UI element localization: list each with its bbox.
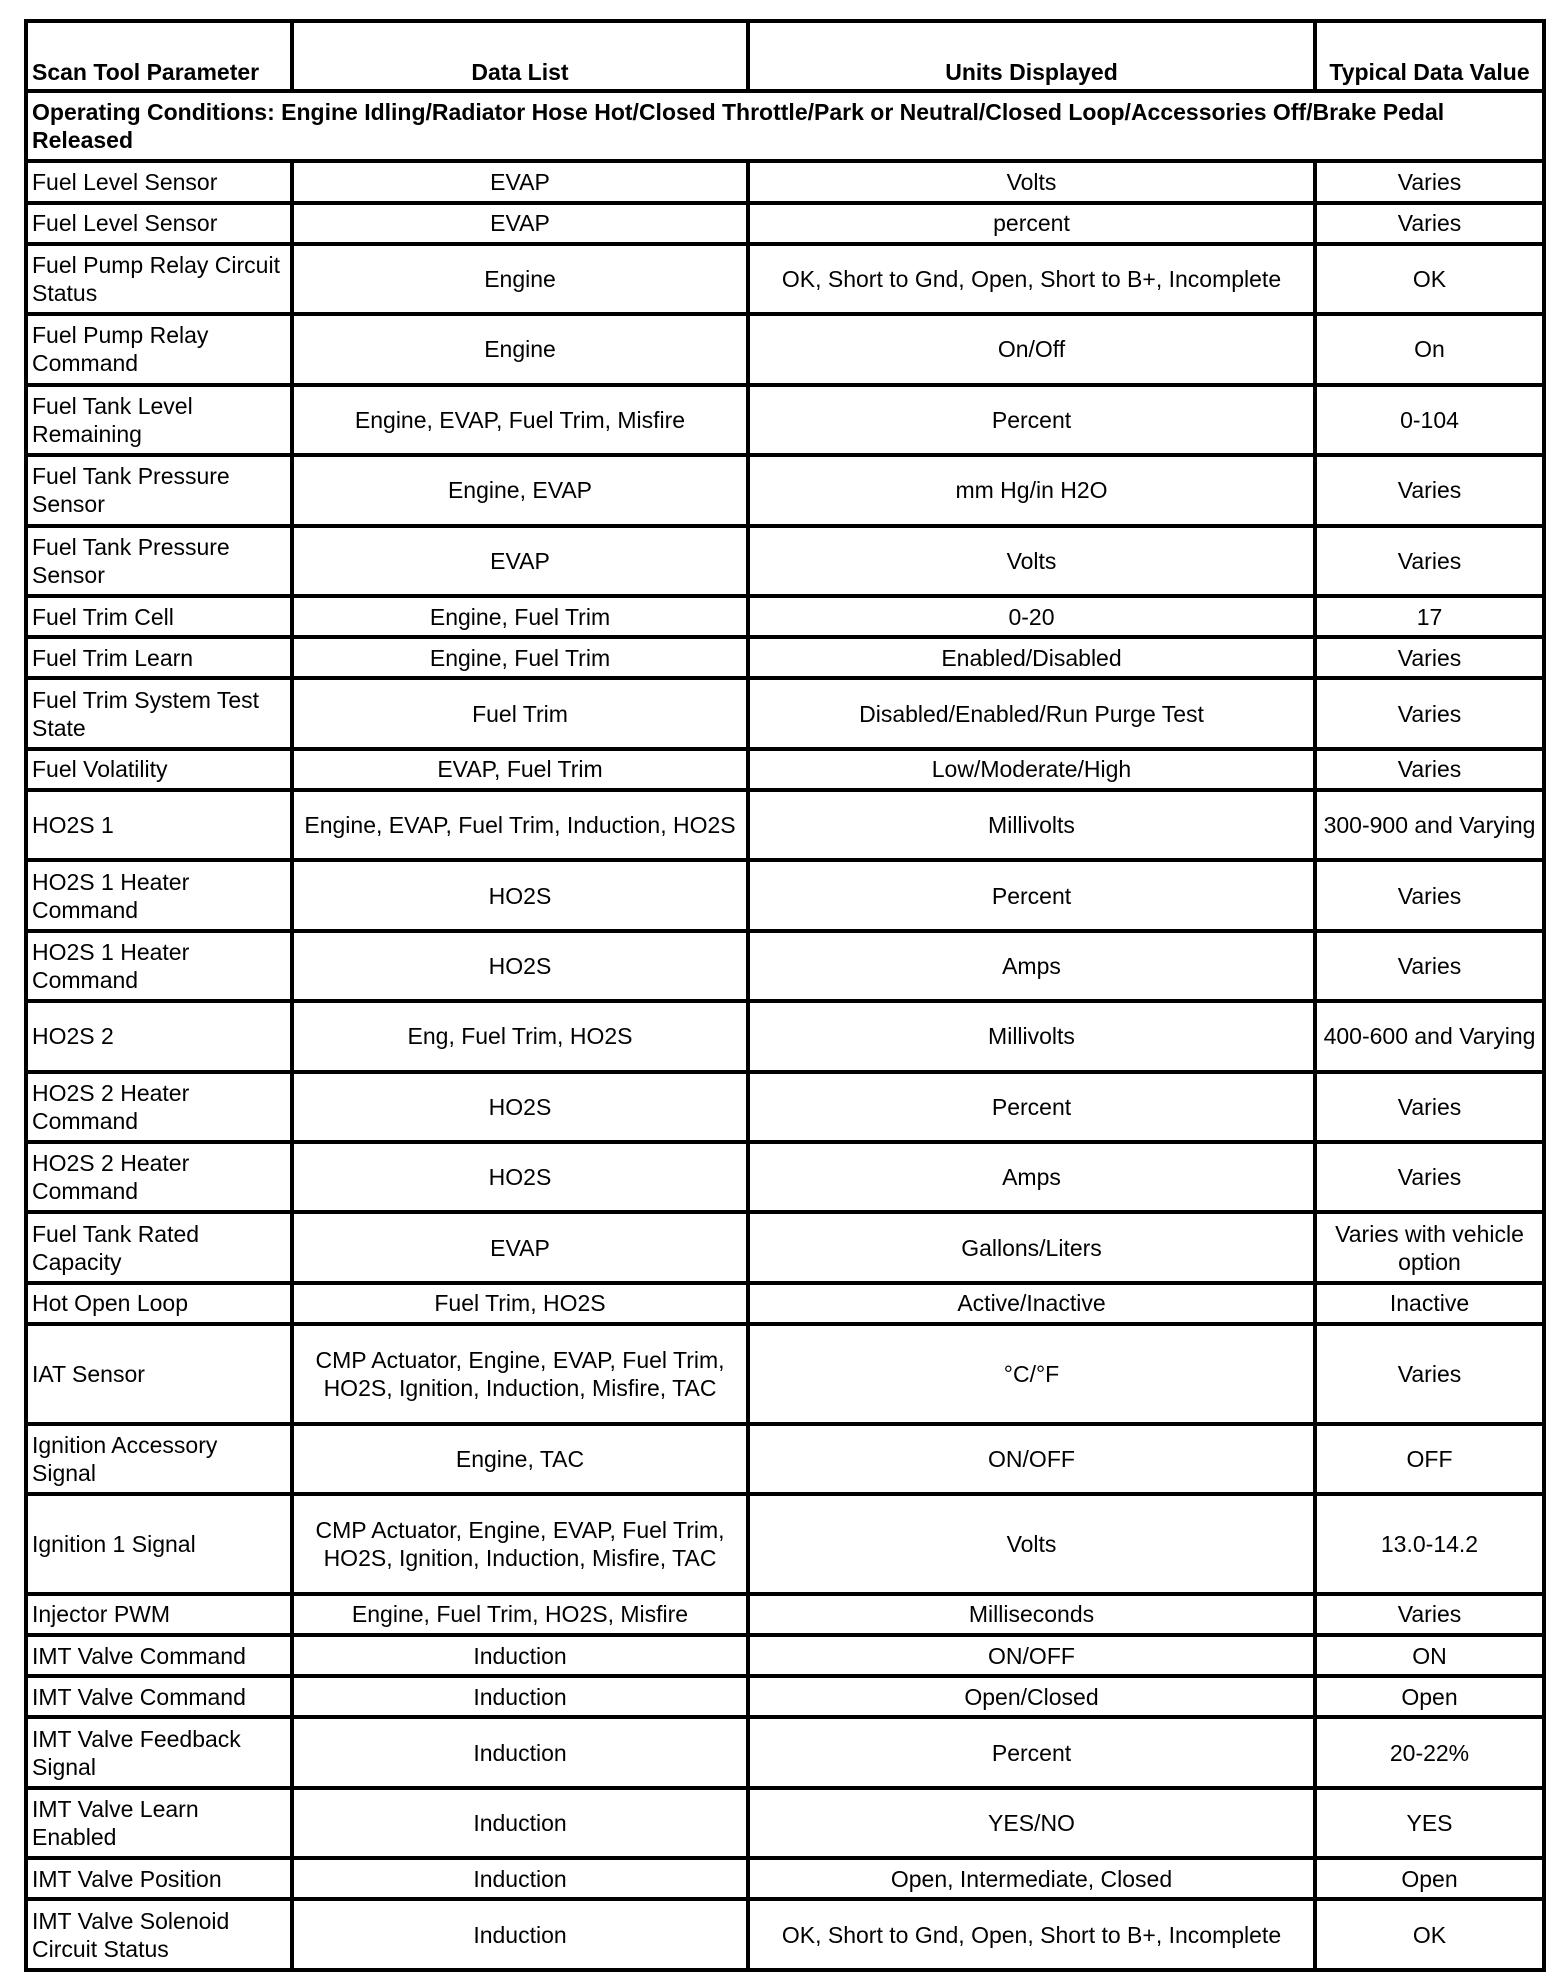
cell-typical-value: 13.0-14.2 [1315,1494,1544,1594]
cell-units: Amps [748,1142,1315,1212]
table-row [26,203,1544,244]
cell-parameter: Ignition Accessory Signal [26,1424,292,1494]
table-row [26,596,1544,637]
cell-data-list: EVAP, Fuel Trim [292,749,748,790]
table-row [26,455,1544,525]
cell-parameter: Fuel Trim Cell [26,596,292,637]
cell-data-list: HO2S [292,1142,748,1212]
table-row [26,1001,1544,1071]
cell-units: Disabled/Enabled/Run Purge Test [748,678,1315,748]
header-data-list: Data List [292,21,748,91]
cell-data-list: CMP Actuator, Engine, EVAP, Fuel Trim, HO2S, Ignition, Induction, Misfire, TAC [292,1324,748,1424]
cell-units: Millivolts [748,1001,1315,1071]
cell-data-list: Engine [292,244,748,314]
cell-units: Enabled/Disabled [748,637,1315,678]
table-row [26,1635,1544,1676]
table-row [26,385,1544,455]
cell-typical-value: Varies [1315,203,1544,244]
cell-units: ON/OFF [748,1635,1315,1676]
cell-typical-value: 0-104 [1315,385,1544,455]
table-row [26,1424,1544,1494]
header-typical-data-value: Typical Data Value [1315,21,1544,91]
cell-data-list: Engine, Fuel Trim, HO2S, Misfire [292,1594,748,1635]
cell-typical-value: Varies [1315,1142,1544,1212]
cell-units: OK, Short to Gnd, Open, Short to B+, Incomplete [748,244,1315,314]
table-row [26,526,1544,596]
cell-typical-value: Varies [1315,1072,1544,1142]
cell-data-list: Engine, Fuel Trim [292,596,748,637]
cell-data-list: Fuel Trim, HO2S [292,1283,748,1324]
table-row [26,1072,1544,1142]
cell-parameter: IMT Valve Position [26,1858,292,1899]
cell-units: Percent [748,1717,1315,1787]
cell-typical-value: Varies [1315,860,1544,930]
cell-parameter: IMT Valve Learn Enabled [26,1788,292,1858]
table-row [26,860,1544,930]
cell-parameter: IMT Valve Command [26,1676,292,1717]
table-row [26,1717,1544,1787]
cell-parameter: HO2S 2 Heater Command [26,1072,292,1142]
cell-units: mm Hg/in H2O [748,455,1315,525]
table-row [26,1324,1544,1424]
cell-parameter: Hot Open Loop [26,1283,292,1324]
table-row [26,790,1544,860]
cell-units: Open/Closed [748,1676,1315,1717]
cell-units: Volts [748,1494,1315,1594]
table-row [26,1283,1544,1324]
table-row [26,1594,1544,1635]
cell-data-list: Engine [292,314,748,384]
cell-units: Percent [748,860,1315,930]
table-row [26,1858,1544,1899]
cell-data-list: Induction [292,1635,748,1676]
cell-parameter: HO2S 1 Heater Command [26,931,292,1001]
cell-data-list: EVAP [292,526,748,596]
cell-units: Volts [748,526,1315,596]
cell-parameter: HO2S 1 [26,790,292,860]
cell-typical-value: 17 [1315,596,1544,637]
cell-units: Gallons/Liters [748,1212,1315,1282]
cell-parameter: Fuel Pump Relay Circuit Status [26,244,292,314]
cell-units: °C/°F [748,1324,1315,1424]
cell-data-list: HO2S [292,1072,748,1142]
table-row [26,1676,1544,1717]
cell-typical-value: Varies [1315,161,1544,202]
cell-data-list: EVAP [292,203,748,244]
cell-data-list: Fuel Trim [292,678,748,748]
cell-units: Open, Intermediate, Closed [748,1858,1315,1899]
table-row [26,678,1544,748]
cell-typical-value: YES [1315,1788,1544,1858]
cell-parameter: Injector PWM [26,1594,292,1635]
header-row [26,21,1544,91]
cell-parameter: HO2S 1 Heater Command [26,860,292,930]
cell-parameter: Ignition 1 Signal [26,1494,292,1594]
cell-units: Percent [748,1072,1315,1142]
scan-tool-data-table [24,19,1546,1972]
cell-data-list: Engine, EVAP, Fuel Trim, Misfire [292,385,748,455]
cell-data-list: CMP Actuator, Engine, EVAP, Fuel Trim, HO2S, Ignition, Induction, Misfire, TAC [292,1494,748,1594]
cell-parameter: IAT Sensor [26,1324,292,1424]
cell-units: Millivolts [748,790,1315,860]
cell-typical-value: OK [1315,244,1544,314]
cell-units: Active/Inactive [748,1283,1315,1324]
cell-parameter: Fuel Pump Relay Command [26,314,292,384]
cell-units: Percent [748,385,1315,455]
cell-data-list: Engine, Fuel Trim [292,637,748,678]
cell-units: percent [748,203,1315,244]
cell-parameter: Fuel Tank Rated Capacity [26,1212,292,1282]
cell-parameter: Fuel Trim System Test State [26,678,292,748]
cell-parameter: HO2S 2 [26,1001,292,1071]
cell-typical-value: Varies [1315,455,1544,525]
cell-parameter: Fuel Trim Learn [26,637,292,678]
cell-typical-value: ON [1315,1635,1544,1676]
cell-typical-value: Varies [1315,678,1544,748]
cell-data-list: Engine, EVAP [292,455,748,525]
cell-parameter: IMT Valve Feedback Signal [26,1717,292,1787]
cell-parameter: IMT Valve Solenoid Circuit Status [26,1899,292,1970]
cell-parameter: IMT Valve Command [26,1635,292,1676]
cell-typical-value: 400-600 and Varying [1315,1001,1544,1071]
cell-parameter: Fuel Tank Pressure Sensor [26,455,292,525]
cell-data-list: EVAP [292,161,748,202]
cell-units: Volts [748,161,1315,202]
cell-units: ON/OFF [748,1424,1315,1494]
cell-typical-value: Varies [1315,749,1544,790]
table-row [26,1494,1544,1594]
cell-parameter: Fuel Tank Level Remaining [26,385,292,455]
cell-units: 0-20 [748,596,1315,637]
cell-data-list: Engine, TAC [292,1424,748,1494]
cell-typical-value: On [1315,314,1544,384]
table-row [26,1212,1544,1282]
cell-parameter: Fuel Volatility [26,749,292,790]
operating-conditions: Operating Conditions: Engine Idling/Radiator Hose Hot/Closed Throttle/Park or Neutral/Closed Loop/Accessories Off/Brake Pedal Released [26,91,1544,161]
table-row [26,161,1544,202]
cell-data-list: Induction [292,1788,748,1858]
cell-units: On/Off [748,314,1315,384]
cell-data-list: Eng, Fuel Trim, HO2S [292,1001,748,1071]
cell-units: YES/NO [748,1788,1315,1858]
cell-typical-value: Varies [1315,526,1544,596]
cell-units: OK, Short to Gnd, Open, Short to B+, Incomplete [748,1899,1315,1970]
cell-typical-value: OFF [1315,1424,1544,1494]
cell-parameter: Fuel Level Sensor [26,161,292,202]
cell-parameter: Fuel Tank Pressure Sensor [26,526,292,596]
cell-typical-value: Varies [1315,1594,1544,1635]
cell-parameter: Fuel Level Sensor [26,203,292,244]
table-row [26,1788,1544,1858]
cell-typical-value: OK [1315,1899,1544,1970]
table-row [26,637,1544,678]
cell-typical-value: Open [1315,1676,1544,1717]
cell-typical-value: Varies [1315,637,1544,678]
cell-typical-value: Varies [1315,931,1544,1001]
header-scan-tool-parameter: Scan Tool Parameter [26,21,292,91]
cell-data-list: HO2S [292,931,748,1001]
cell-typical-value: 300-900 and Varying [1315,790,1544,860]
cell-units: Low/Moderate/High [748,749,1315,790]
cell-data-list: Induction [292,1858,748,1899]
table-row [26,244,1544,314]
cell-typical-value: Inactive [1315,1283,1544,1324]
cell-typical-value: Open [1315,1858,1544,1899]
cell-units: Amps [748,931,1315,1001]
cell-data-list: EVAP [292,1212,748,1282]
table-row [26,1899,1544,1970]
table-row [26,1142,1544,1212]
cell-units: Milliseconds [748,1594,1315,1635]
header-units-displayed: Units Displayed [748,21,1315,91]
cell-typical-value: Varies with vehicle option [1315,1212,1544,1282]
cell-data-list: Induction [292,1717,748,1787]
cell-data-list: Induction [292,1899,748,1970]
cell-data-list: HO2S [292,860,748,930]
cell-data-list: Induction [292,1676,748,1717]
cell-typical-value: Varies [1315,1324,1544,1424]
cell-parameter: HO2S 2 Heater Command [26,1142,292,1212]
operating-conditions-row [26,91,1544,161]
table-row [26,749,1544,790]
table-row [26,314,1544,384]
table-row [26,931,1544,1001]
cell-typical-value: 20-22% [1315,1717,1544,1787]
cell-data-list: Engine, EVAP, Fuel Trim, Induction, HO2S [292,790,748,860]
